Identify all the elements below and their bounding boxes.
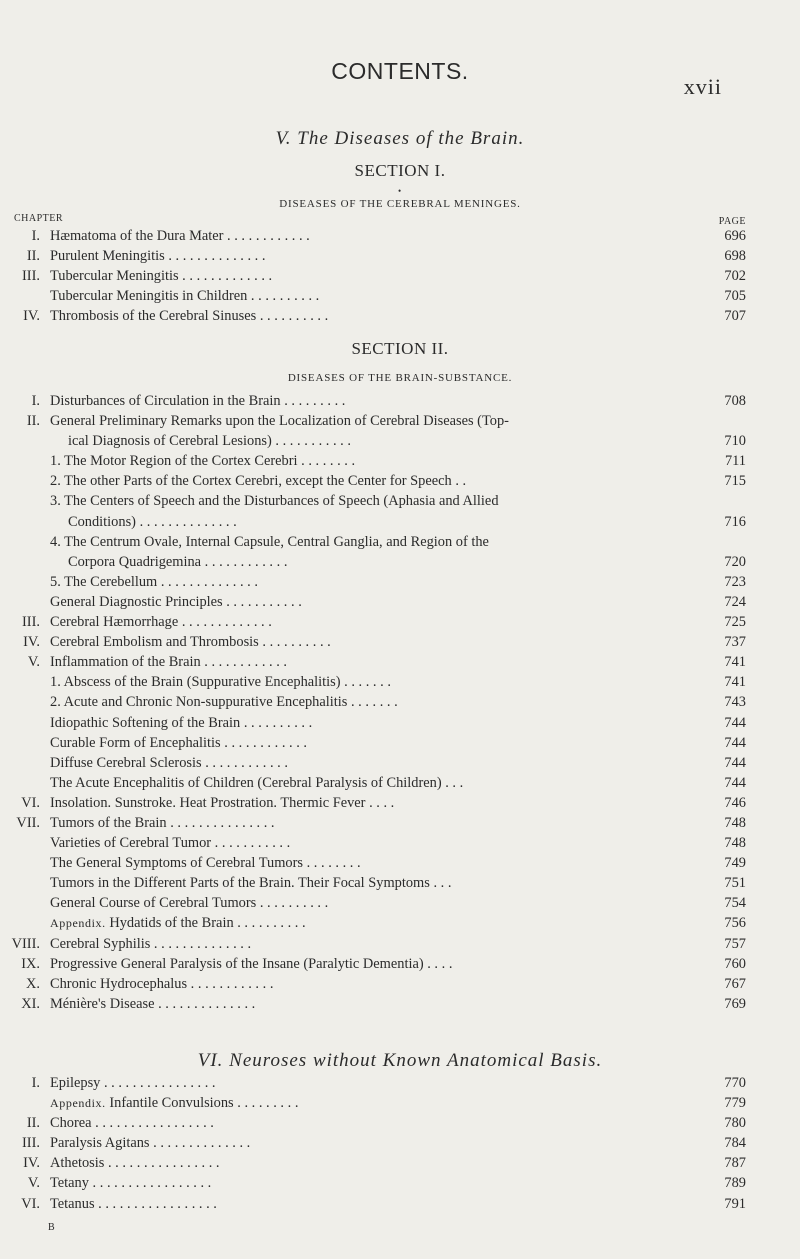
chapter-number: IV. [23, 634, 40, 651]
entry-title-text: Purulent Meningitis [50, 248, 165, 265]
page-ref: 744 [724, 714, 746, 731]
chapter-number: III. [22, 268, 40, 285]
entry-title [50, 391, 748, 411]
entry-title [50, 652, 748, 672]
leader-dots: . . . . . . . . . . . [271, 433, 351, 450]
entry-title-text: Hydatids of the Brain [109, 915, 234, 932]
entry-title-text: Tubercular Meningitis in Children [50, 288, 248, 305]
entry-title [50, 266, 748, 286]
entry-title [50, 306, 748, 326]
page-ref: 787 [724, 1155, 746, 1172]
page-ref: 715 [724, 473, 746, 490]
entry-title-text: Varieties of Cerebral Tumor [50, 835, 212, 852]
entry-title [50, 994, 748, 1014]
toc-entry [0, 853, 800, 873]
page-ref: 744 [724, 754, 746, 771]
entry-title-text: General Diagnostic Principles [50, 593, 223, 610]
entry-title-text: 5. The Cerebellum [50, 573, 158, 590]
page-ref: 720 [724, 553, 746, 570]
entry-title-text: ical Diagnosis of Cerebral Lesions) [68, 433, 272, 450]
chapter-number: VIII. [11, 935, 40, 952]
entry-title-text: 3. The Centers of Speech and the Disturbances of Speech (Aphasia and Allied [50, 493, 499, 510]
leader-dots: . . . . . . . . . . . . . . [157, 573, 258, 590]
leader-dots: . . . . . . . . [297, 453, 356, 470]
entry-title [50, 692, 748, 712]
leader-dots: . . . . . . . . . . . . . . [149, 1135, 251, 1152]
chapter-number: I. [31, 393, 40, 409]
entry-title-text: 2. The other Parts of the Cortex Cerebri, except the Center for Speech [50, 473, 452, 490]
entry-title [50, 713, 748, 733]
entry-title-text: Corpora Quadrigemina [68, 553, 202, 570]
entry-title [50, 934, 748, 954]
entry-title-text: Athetosis [50, 1155, 105, 1172]
chapter-number: V. [27, 654, 40, 671]
page-ref: 757 [724, 935, 746, 952]
section-title: SECTION II. [351, 339, 449, 358]
page-ref: 716 [724, 513, 746, 530]
part-title: VI. Neuroses without Known Anatomical Basis. [197, 1050, 603, 1071]
toc-entry [0, 451, 800, 471]
toc-entry [0, 773, 800, 793]
page-ref: 711 [724, 453, 746, 470]
entry-title [68, 512, 748, 532]
chapter-number: II. [26, 1115, 40, 1132]
page-ref: 760 [724, 955, 746, 972]
leader-dots: . . . . . . . . . . [256, 895, 329, 912]
section-1-entries [0, 226, 800, 326]
page-ref: 791 [724, 1195, 746, 1212]
entry-title [50, 753, 748, 773]
section-subtitle: DISEASES OF THE CEREBRAL MENINGES. [279, 198, 521, 210]
toc-entry [0, 1113, 800, 1133]
toc-entry [0, 974, 800, 994]
entry-title [50, 773, 748, 793]
leader-dots: . . . . . . . . . . . . . . . [166, 814, 275, 831]
entry-title-text: Tumors of the Brain [50, 814, 167, 831]
page-ref: 707 [724, 308, 746, 325]
section-subtitle: DISEASES OF THE BRAIN-SUBSTANCE. [287, 372, 513, 384]
entry-title [50, 286, 748, 306]
entry-title [50, 853, 748, 873]
entry-title-text: Paralysis Agitans [50, 1135, 150, 1152]
entry-title-text: Diffuse Cerebral Sclerosis [50, 754, 202, 771]
page-ref: 698 [724, 248, 746, 265]
entry-title [50, 592, 748, 612]
toc-entry [0, 692, 800, 712]
page-ref: 754 [724, 895, 746, 912]
toc-entry [0, 1194, 800, 1214]
entry-title [50, 1073, 748, 1093]
page-ref: 708 [724, 393, 746, 409]
entry-title-text: Cerebral Hæmorrhage [50, 614, 179, 631]
chapter-number: V. [27, 1175, 40, 1192]
toc-entry [0, 471, 800, 491]
leader-dots: . . . . . . . [340, 674, 391, 691]
section-title: SECTION I. [354, 161, 446, 180]
entry-title-text: General Course of Cerebral Tumors [50, 895, 257, 912]
leader-dots: . . . . . . . . . . . . . . . . [104, 1155, 220, 1172]
toc-entry [0, 1093, 800, 1113]
toc-entry [0, 592, 800, 612]
chapter-number: IX. [21, 955, 40, 972]
chapter-number: X. [26, 975, 40, 992]
chapter-number: III. [22, 1135, 40, 1152]
toc-entry [0, 793, 800, 813]
chapter-number: III. [22, 614, 40, 631]
toc-entry [0, 652, 800, 672]
page-ref: 724 [724, 593, 746, 610]
leader-dots: . . [451, 473, 467, 490]
page-ref: 744 [724, 734, 746, 751]
page-ref: 725 [724, 614, 746, 631]
page-ref: 751 [724, 875, 746, 892]
leader-dots: . . . . . . . . . . . . [201, 553, 288, 570]
entry-title [50, 411, 748, 431]
entry-title [50, 833, 748, 853]
leader-dots: . . . . . . . . . . . . . . [164, 248, 266, 265]
chapter-number: I. [31, 228, 40, 244]
entry-title [50, 913, 748, 933]
entry-title-text: Chorea [50, 1115, 92, 1132]
entry-title-text: The General Symptoms of Cerebral Tumors [50, 855, 304, 872]
chapter-number: VII. [16, 814, 40, 831]
entry-title [50, 632, 748, 652]
entry-title-text: Cerebral Syphilis [50, 935, 151, 952]
toc-entry [0, 632, 800, 652]
chapter-number: VI. [21, 1195, 40, 1212]
page-ref: 746 [724, 794, 746, 811]
printer-mark: • [398, 186, 402, 196]
page-ref: 744 [724, 774, 746, 791]
entry-title-text: Disturbances of Circulation in the Brain [50, 393, 281, 409]
entry-title [50, 532, 748, 552]
page-ref: 737 [724, 634, 746, 651]
page-ref: 702 [724, 268, 746, 285]
page-ref: 784 [724, 1135, 746, 1152]
appendix-label: Appendix. [50, 1096, 106, 1111]
entry-title [50, 893, 748, 913]
leader-dots: . . . . . . . . . . . . . . . . . [91, 1115, 214, 1132]
entry-title-text: Chronic Hydrocephalus [50, 975, 188, 992]
entry-title [50, 1173, 748, 1193]
entry-title-text: 1. Abscess of the Brain (Suppurative Encephalitis) [50, 674, 341, 691]
leader-dots: . . . . . . . . . . . . . [178, 614, 272, 631]
entry-title [50, 1093, 748, 1113]
entry-title-text: General Preliminary Remarks upon the Localization of Cerebral Diseases (Top- [50, 413, 509, 430]
entry-title-text: Thrombosis of the Cerebral Sinuses [50, 308, 257, 325]
entry-title-text: Cerebral Embolism and Thrombosis [50, 634, 259, 651]
leader-dots: . . . . . . . . . . . . . . . . [100, 1075, 216, 1091]
page-ref: 705 [724, 288, 746, 305]
entry-title [50, 246, 748, 266]
toc-entry [0, 1153, 800, 1173]
page-ref: 770 [724, 1075, 746, 1091]
entry-title-text: Inflammation of the Brain [50, 654, 201, 671]
leader-dots: . . . . . . . . . . . . . . . . . [94, 1195, 217, 1212]
page-ref: 756 [724, 915, 746, 932]
entry-title-text: 4. The Centrum Ovale, Internal Capsule, Central Ganglia, and Region of the [50, 533, 489, 550]
entry-title-text: 2. Acute and Chronic Non-suppurative Encephalitis [50, 694, 348, 711]
entry-title [50, 873, 748, 893]
toc-entry [0, 612, 800, 632]
leader-dots: . . . . . . . . . . . . [223, 228, 310, 244]
toc-entry [0, 491, 800, 511]
entry-title-text: Idiopathic Softening of the Brain [50, 714, 241, 731]
leader-dots: . . . . [365, 794, 395, 811]
page-ref: 710 [724, 433, 746, 450]
toc-entry [0, 512, 800, 532]
entry-title [50, 612, 748, 632]
entry-title [50, 954, 748, 974]
toc-entry [0, 391, 800, 411]
toc-entry [0, 813, 800, 833]
toc-entry [0, 532, 800, 552]
leader-dots: . . . . . . . . . . . . . . [150, 935, 252, 952]
chapter-number: I. [31, 1075, 40, 1091]
appendix-label: Appendix. [50, 916, 106, 931]
leader-dots: . . . . . . . . . . . . . [178, 268, 273, 285]
entry-title [50, 1113, 748, 1133]
leader-dots: . . . . . . . . . [280, 393, 346, 409]
leader-dots: . . . . . . . . . . . . [201, 754, 288, 771]
entry-title-text: Epilepsy [50, 1075, 101, 1091]
leader-dots: . . . . . . . . . . . . [187, 975, 274, 992]
leader-dots: . . . . . . . . . . . . . . . . . [88, 1175, 212, 1192]
entry-title-text: Ménière's Disease [50, 995, 155, 1012]
entry-title [50, 974, 748, 994]
leader-dots: . . . . [423, 955, 453, 972]
toc-entry [0, 913, 800, 933]
leader-dots: . . . . . . . . . . [247, 288, 320, 305]
chapter-column-label: CHAPTER [14, 213, 64, 224]
toc-entry [0, 934, 800, 954]
toc-entry [0, 713, 800, 733]
toc-entry [0, 954, 800, 974]
toc-entry [0, 246, 800, 266]
toc-entry [0, 572, 800, 592]
leader-dots: . . . . . . . . . . . . . . [154, 995, 256, 1012]
leader-dots: . . . . . . . . . . . [222, 593, 302, 610]
part-6-entries [0, 1073, 800, 1214]
toc-entry [0, 1073, 800, 1093]
toc-entry [0, 431, 800, 451]
chapter-number: II. [26, 413, 40, 430]
toc-entry [0, 1173, 800, 1193]
toc-entry [0, 994, 800, 1014]
page-column-label: PAGE [718, 216, 746, 227]
entry-title-text: Hæmatoma of the Dura Mater [50, 228, 224, 244]
toc-entry [0, 552, 800, 572]
entry-title-text: Conditions) [68, 513, 136, 530]
leader-dots: . . . . . . . . . . . . [220, 734, 307, 751]
page-ref: 749 [724, 855, 746, 872]
page-ref: 780 [724, 1115, 746, 1132]
part-title: V. The Diseases of the Brain. [275, 128, 525, 149]
toc-entry [0, 733, 800, 753]
toc-entry [0, 286, 800, 306]
leader-dots: . . . . . . . . . . . [211, 835, 291, 852]
entry-title [50, 572, 748, 592]
entry-title [50, 471, 748, 491]
page-ref: 748 [724, 814, 746, 831]
entry-title [50, 451, 748, 471]
toc-entry [0, 672, 800, 692]
toc-entry [0, 753, 800, 773]
page-ref: 723 [724, 573, 746, 590]
entry-title [68, 552, 748, 572]
entry-title-text: Curable Form of Encephalitis [50, 734, 221, 751]
page-ref: 767 [724, 975, 746, 992]
entry-title [50, 226, 748, 246]
entry-title [50, 813, 748, 833]
page-ref: 741 [724, 654, 746, 671]
toc-entry [0, 873, 800, 893]
page-ref: 696 [724, 228, 746, 244]
leader-dots: . . . . . . . [347, 694, 398, 711]
leader-dots: . . . . . . . . . . [233, 915, 306, 932]
chapter-number: XI. [21, 995, 40, 1012]
section-2-entries [0, 391, 800, 1014]
leader-dots: . . . [429, 875, 452, 892]
leader-dots: . . . [441, 774, 464, 791]
page-ref: 789 [724, 1175, 746, 1192]
entry-title [50, 1153, 748, 1173]
toc-entry [0, 1133, 800, 1153]
entry-title-text: The Acute Encephalitis of Children (Cerebral Paralysis of Children) [50, 774, 442, 791]
entry-title [50, 491, 748, 511]
page-ref: 779 [724, 1095, 746, 1112]
entry-title [50, 1194, 748, 1214]
entry-title [50, 793, 748, 813]
entry-title-text: Tubercular Meningitis [50, 268, 179, 285]
entry-title [68, 431, 748, 451]
entry-title-text: Tetanus [50, 1195, 95, 1212]
entry-title-text: Progressive General Paralysis of the Insane (Paralytic Dementia) [50, 955, 424, 972]
toc-entry [0, 833, 800, 853]
entry-title-text: Insolation. Sunstroke. Heat Prostration. Thermic Fever [50, 794, 366, 811]
running-head: CONTENTS. [331, 58, 469, 84]
leader-dots: . . . . . . . . . . [256, 308, 329, 325]
page-ref: 748 [724, 835, 746, 852]
leader-dots: . . . . . . . . . [233, 1095, 299, 1112]
leader-dots: . . . . . . . . . . [258, 634, 331, 651]
leader-dots: . . . . . . . . . . [240, 714, 313, 731]
entry-title [50, 1133, 748, 1153]
leader-dots: . . . . . . . . . . . . [200, 654, 288, 671]
entry-title [50, 733, 748, 753]
chapter-number: IV. [23, 1155, 40, 1172]
page-number: xvii [683, 74, 722, 99]
toc-entry [0, 893, 800, 913]
entry-title-text: Infantile Convulsions [109, 1095, 234, 1112]
signature-mark: B [48, 1222, 55, 1233]
toc-entry [0, 266, 800, 286]
page-ref: 741 [724, 674, 746, 691]
toc-entry [0, 306, 800, 326]
entry-title-text: Tetany [50, 1175, 89, 1192]
entry-title-text: 1. The Motor Region of the Cortex Cerebri [50, 453, 298, 470]
chapter-number: VI. [21, 794, 40, 811]
chapter-number: IV. [23, 308, 40, 325]
entry-title-text: Tumors in the Different Parts of the Brain. Their Focal Symptoms [50, 875, 430, 892]
toc-entry [0, 226, 800, 246]
toc-entry [0, 411, 800, 431]
page-ref: 769 [724, 995, 746, 1012]
leader-dots: . . . . . . . . [303, 855, 361, 872]
entry-title [50, 672, 748, 692]
chapter-number: II. [26, 248, 40, 265]
leader-dots: . . . . . . . . . . . . . . [135, 513, 237, 530]
page-ref: 743 [724, 694, 746, 711]
